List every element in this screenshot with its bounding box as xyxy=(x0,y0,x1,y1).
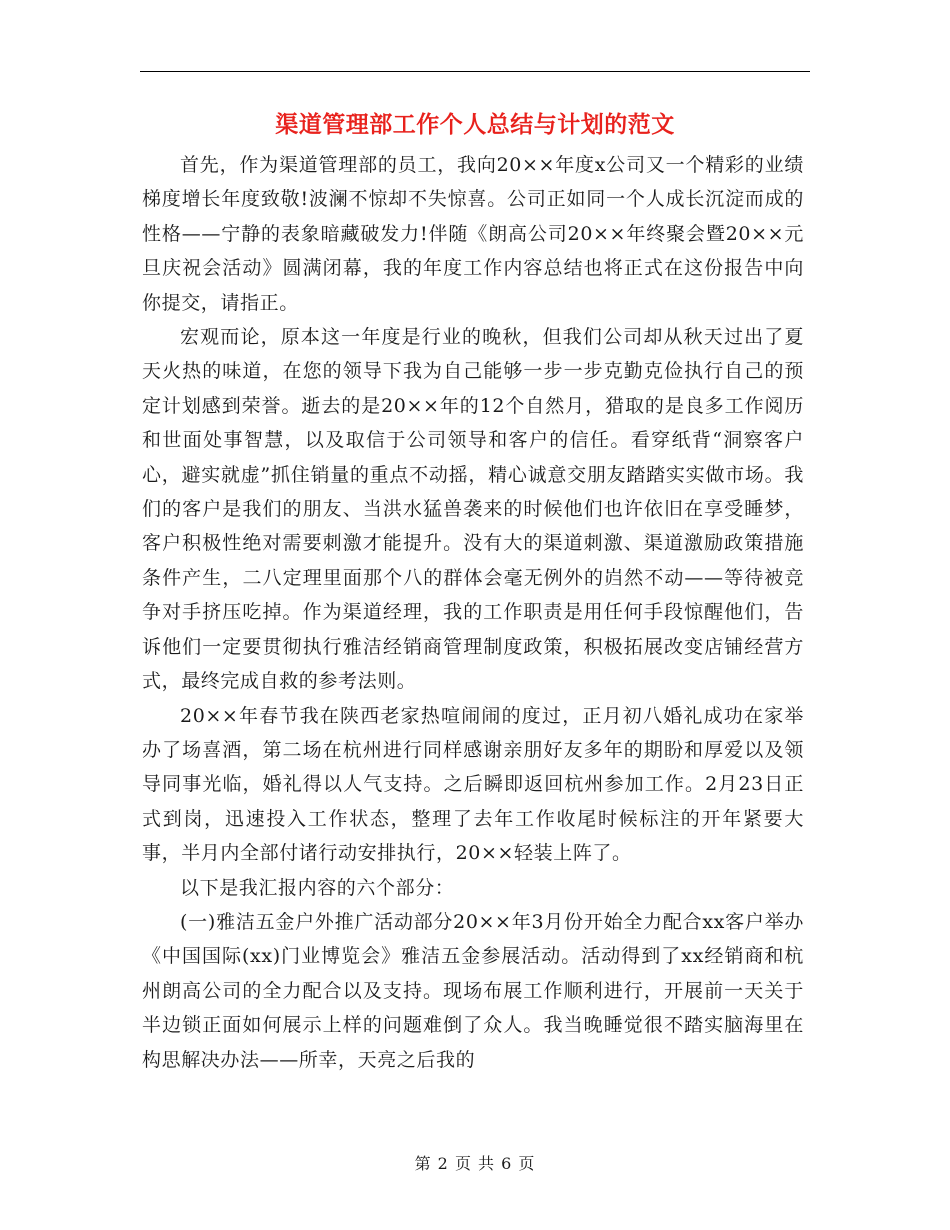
paragraph: 首先，作为渠道管理部的员工，我向20××年度x公司又一个精彩的业绩梯度增长年度致敬!波澜不惊却不失惊喜。公司正如同一个人成长沉淀而成的性格——宁静的表象暗藏破发力!伴随《朗高公司20××年终聚会暨20××元旦庆祝会活动》圆满闭幕，我的年度工作内容总结也将正式在这份报告中向你提交，请指正。 xyxy=(142,154,804,314)
document-title: 渠道管理部工作个人总结与计划的范文 xyxy=(275,112,675,138)
paragraph: 宏观而论，原本这一年度是行业的晚秋，但我们公司却从秋天过出了夏天火热的味道，在您的领导下我为自己能够一步一步克勤克俭执行自己的预定计划感到荣誉。逝去的是20××年的12个自然月，猎取的是良多工作阅历和世面处事智慧，以及取信于公司领导和客户的信任。看穿纸背“洞察客户心，避实就虚”抓住销量的重点不动摇，精心诚意交朋友踏踏实实做市场。我们的客户是我们的朋友、当洪水猛兽袭来的时候他们也许依旧在享受睡梦，客户积极性绝对需要刺激才能提升。没有大的渠道刺激、渠道激励政策措施条件产生，二八定理里面那个八的群体会毫无例外的岿然不动——等待被竞争对手挤压吃掉。作为渠道经理，我的工作职责是用任何手段惊醒他们，告诉他们一定要贯彻执行雅洁经销商管理制度政策，积极拓展改变店铺经营方式，最终完成自救的参考法则。 xyxy=(142,326,804,693)
page-number-label: 第 2 页 共 6 页 xyxy=(414,1154,536,1173)
page-footer xyxy=(0,1152,950,1176)
header-rule xyxy=(140,71,810,72)
paragraph: 以下是我汇报内容的六个部分： xyxy=(180,876,455,899)
paragraph: (一)雅洁五金户外推广活动部分20××年3月份开始全力配合xx客户举办《中国国际(xx)门业博览会》雅洁五金参展活动。活动得到了xx经销商和杭州朗高公司的全力配合以及支持。现场布展工作顺利进行，开展前一天关于半边锁正面如何展示上样的问题难倒了众人。我当晚睡觉很不踏实脑海里在构思解决办法——所幸，天亮之后我的 xyxy=(142,910,804,1071)
paragraph: 20××年春节我在陕西老家热喧闹闹的度过，正月初八婚礼成功在家举办了场喜酒，第二场在杭州进行同样感谢亲朋好友多年的期盼和厚爱以及领导同事光临，婚礼得以人气支持。之后瞬即返回杭州参加工作。2月23日正式到岗，迅速投入工作状态，整理了去年工作收尾时候标注的开年紧要大事，半月内全部付诸行动安排执行，20××轻装上阵了。 xyxy=(142,704,804,865)
document-body xyxy=(142,148,804,1077)
